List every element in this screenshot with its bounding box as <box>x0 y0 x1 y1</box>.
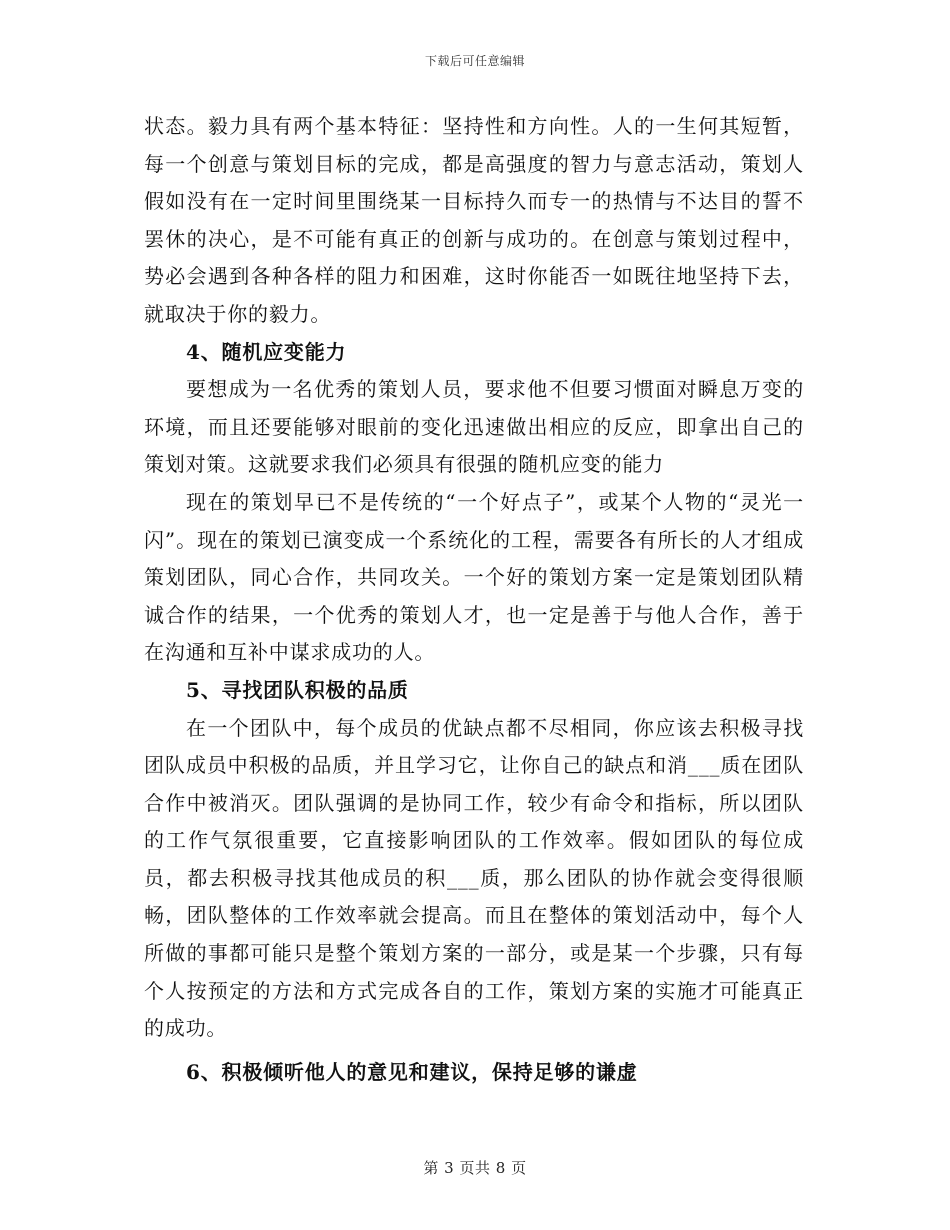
paragraph-continued: 状态。毅力具有两个基本特征：坚持性和方向性。人的一生何其短暂，每一个创意与策划目标的完成，都是高强度的智力与意志活动，策划人假如没有在一定时间里围绕某一目标持久而专一的热情与不达目的誓不罢休的决心，是不可能有真正的创新与成功的。在创意与策划过程中，势必会遇到各种各样的阻力和困难，这时你能否一如既往地坚持下去，就取决于你的毅力。 <box>144 114 804 326</box>
page-footer: 第 3 页共 8 页 <box>423 1159 527 1177</box>
document-body <box>144 108 804 1091</box>
paragraph-4b: 现在的策划早已不是传统的“一个好点子”，或某个人物的“灵光一闪”。现在的策划已演变成一个系统化的工程，需要各有所长的人才组成策划团队，同心合作，共同攻关。一个好的策划方案一定是策划团队精诚合作的结果，一个优秀的策划人才，也一定是善于与他人合作，善于在沟通和互补中谋求成功的人。 <box>144 489 804 665</box>
paragraph-4a: 要想成为一名优秀的策划人员，要求他不但要习惯面对瞬息万变的环境，而且还要能够对眼前的变化迅速做出相应的反应，即拿出自己的策划对策。这就要求我们必须具有很强的随机应变的能力 <box>144 377 804 477</box>
page-header: 下载后可任意编辑 <box>424 54 525 68</box>
paragraph-5: 在一个团队中，每个成员的优缺点都不尽相同，你应该去积极寻找团队成员中积极的品质，并且学习它，让你自己的缺点和消___质在团队合作中被消灭。团队强调的是协同工作，较少有命令和指标，所以团队的工作气氛很重要，它直接影响团队的工作效率。假如团队的每位成员，都去积极寻找其他成员的积___质，那么团队的协作就会变得很顺畅，团队整体的工作效率就会提高。而且在整体的策划活动中，每个人所做的事都可能只是整个策划方案的一部分，或是某一个步骤，只有每个人按预定的方法和方式完成各自的工作，策划方案的实施才可能真正的成功。 <box>144 715 804 1041</box>
section-heading-6: 6、积极倾听他人的意见和建议，保持足够的谦虚 <box>186 1059 638 1084</box>
section-heading-5: 5、寻找团队积极的品质 <box>186 677 409 702</box>
section-heading-4: 4、随机应变能力 <box>186 339 347 364</box>
